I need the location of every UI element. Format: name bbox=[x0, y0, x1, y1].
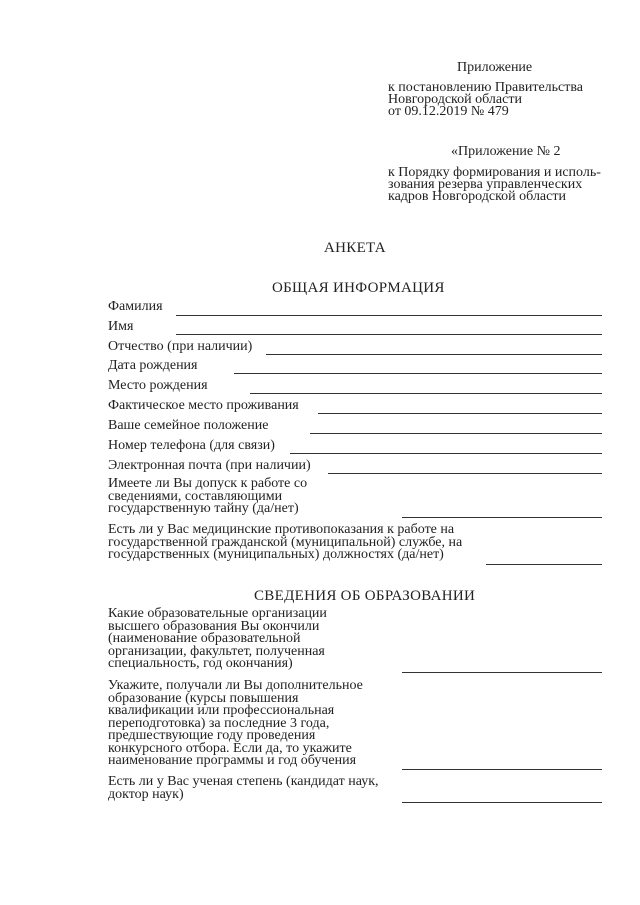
medical-line: государственной гражданской (муниципальной) службе, на bbox=[108, 534, 463, 550]
additional-education-line: наименование программы и год обучения bbox=[108, 753, 357, 768]
field-line-degree[interactable] bbox=[402, 802, 602, 803]
appendix2-line: к Порядку формирования и исполь- bbox=[388, 165, 601, 180]
clearance-line: государственную тайну (да/нет) bbox=[108, 501, 299, 516]
field-label-email: Электронная почта (при наличии) bbox=[108, 458, 311, 473]
field-line-clearance[interactable] bbox=[402, 517, 602, 518]
field-line-birth-place[interactable] bbox=[250, 393, 602, 394]
appendix-line: к постановлению Правительства bbox=[388, 80, 584, 95]
higher-education-line: специальность, год окончания) bbox=[108, 656, 293, 671]
additional-education-question bbox=[108, 680, 363, 768]
field-label-phone: Номер телефона (для связи) bbox=[108, 438, 275, 453]
degree-question bbox=[108, 776, 379, 801]
field-line-name[interactable] bbox=[176, 334, 602, 335]
field-line-marital-status[interactable] bbox=[310, 433, 602, 434]
medical-line: государственных (муниципальных) должностях (да/нет) bbox=[108, 547, 444, 562]
degree-line: Есть ли у Вас ученая степень (кандидат наук, bbox=[108, 774, 379, 789]
additional-education-line: предшествующие году проведения bbox=[108, 728, 316, 743]
higher-education-line: Какие образовательные организации bbox=[108, 606, 327, 621]
field-line-birth-date[interactable] bbox=[234, 373, 602, 374]
appendix-line: от 09.12.2019 № 479 bbox=[388, 104, 509, 119]
document-title: АНКЕТА bbox=[324, 240, 386, 256]
field-label-marital-status: Ваше семейное положение bbox=[108, 418, 269, 433]
higher-education-line: высшего образования Вы окончили bbox=[108, 618, 320, 634]
appendix2-header bbox=[451, 146, 561, 158]
higher-education-line: организации, факультет, полученная bbox=[108, 643, 325, 659]
section-general-heading: ОБЩАЯ ИНФОРМАЦИЯ bbox=[272, 280, 445, 296]
field-line-residence[interactable] bbox=[318, 413, 602, 414]
field-label-name: Имя bbox=[108, 319, 134, 334]
appendix2-line: зования резерва управленческих bbox=[388, 177, 583, 192]
field-label-birth-date: Дата рождения bbox=[108, 358, 198, 373]
appendix-header bbox=[457, 62, 532, 74]
higher-education-question bbox=[108, 608, 327, 671]
additional-education-line: конкурсного отбора. Если да, то укажите bbox=[108, 740, 352, 756]
additional-education-line: переподготовка) за последние 3 года, bbox=[108, 715, 330, 731]
field-label-residence: Фактическое место проживания bbox=[108, 398, 299, 413]
field-line-higher-education[interactable] bbox=[402, 672, 602, 673]
appendix-line: Новгородской области bbox=[388, 92, 522, 107]
higher-education-line: (наименование образовательной bbox=[108, 631, 301, 646]
field-line-patronymic[interactable] bbox=[266, 354, 602, 355]
clearance-line: сведениями, составляющими bbox=[108, 488, 283, 504]
field-line-medical[interactable] bbox=[486, 564, 602, 565]
field-label-birth-place: Место рождения bbox=[108, 378, 208, 393]
appendix2-reference bbox=[388, 167, 601, 203]
field-line-email[interactable] bbox=[328, 473, 602, 474]
section-education-heading: СВЕДЕНИЯ ОБ ОБРАЗОВАНИИ bbox=[254, 588, 476, 604]
clearance-question bbox=[108, 478, 307, 516]
additional-education-line: Укажите, получали ли Вы дополнительное bbox=[108, 678, 363, 693]
appendix2-line: кадров Новгородской области bbox=[388, 189, 566, 204]
appendix-title: Приложение bbox=[457, 60, 533, 75]
degree-line: доктор наук) bbox=[108, 786, 184, 802]
field-line-additional-education[interactable] bbox=[402, 769, 602, 770]
clearance-line: Имеете ли Вы допуск к работе со bbox=[108, 476, 308, 491]
medical-question bbox=[108, 524, 462, 562]
additional-education-line: квалификации или профессиональная bbox=[108, 703, 335, 718]
additional-education-line: образование (курсы повышения bbox=[108, 690, 299, 706]
field-label-patronymic: Отчество (при наличии) bbox=[108, 339, 253, 354]
medical-line: Есть ли у Вас медицинские противопоказания к работе на bbox=[108, 522, 455, 537]
field-line-phone[interactable] bbox=[290, 453, 602, 454]
field-label-surname: Фамилия bbox=[108, 299, 163, 314]
appendix-reference bbox=[388, 82, 583, 118]
field-line-surname[interactable] bbox=[176, 315, 602, 316]
appendix2-title: «Приложение № 2 bbox=[451, 144, 561, 159]
